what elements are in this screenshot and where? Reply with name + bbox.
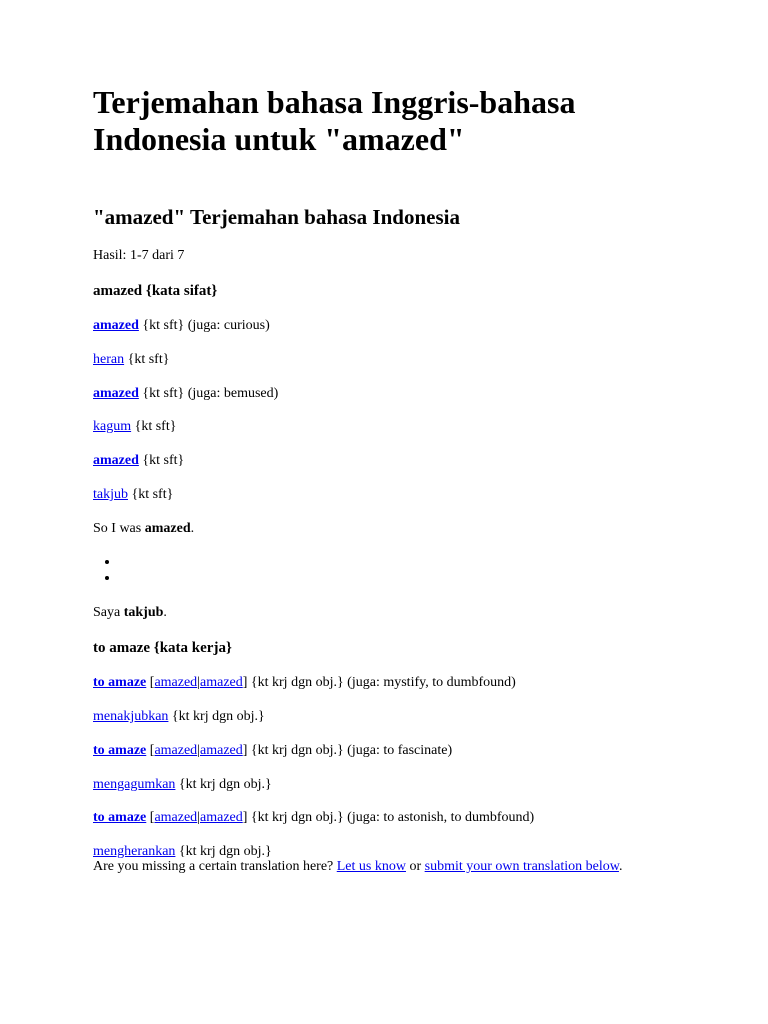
example-text: So I was <box>93 521 145 536</box>
form-link[interactable]: amazed <box>200 675 243 690</box>
page-title: Terjemahan bahasa Inggris-bahasa Indonesia untuk "amazed" <box>93 84 576 157</box>
entry-info: ] {kt krj dgn obj.} (juga: to fascinate) <box>242 743 453 758</box>
form-link[interactable]: amazed <box>200 810 243 825</box>
entry-link[interactable]: amazed <box>93 318 139 333</box>
entry-row: to amaze [amazed|amazed] {kt krj dgn obj.} (juga: to fascinate) <box>93 743 453 758</box>
entry-row <box>93 418 176 436</box>
entry-row: to amaze [amazed|amazed] {kt krj dgn obj.} (juga: mystify, to dumbfound) <box>93 675 516 690</box>
feedback-prompt <box>93 858 653 876</box>
entry-link[interactable]: to amaze <box>93 810 147 825</box>
example-sentence-id <box>93 604 167 622</box>
entry-row <box>93 776 272 794</box>
entry-info: {kt krj dgn obj.} <box>175 844 272 859</box>
entry-row <box>93 351 169 369</box>
example-sentence-en <box>93 520 194 538</box>
entry-link[interactable]: to amaze <box>93 743 147 758</box>
entry-info: {kt sft} <box>138 453 185 468</box>
empty-bullet-list <box>93 554 119 586</box>
entry-row: to amaze [amazed|amazed] {kt krj dgn obj.} (juga: to astonish, to dumbfound) <box>93 810 535 825</box>
entry-link[interactable]: mengherankan <box>93 844 176 859</box>
document-page <box>93 84 693 874</box>
entry-info: {kt sft} <box>124 352 170 367</box>
section-heading-verb: to amaze {kata kerja} <box>93 640 232 656</box>
entry-info: {kt sft} (juga: curious) <box>138 318 270 333</box>
section-heading-adjective: amazed {kata sifat} <box>93 283 218 299</box>
entry-info: ] {kt krj dgn obj.} (juga: to astonish, to dumbfound) <box>242 810 535 825</box>
feedback-or: or <box>405 859 425 874</box>
example-keyword: takjub <box>123 605 164 620</box>
entry-info: {kt sft} <box>128 487 174 502</box>
entry-info: {kt krj dgn obj.} <box>175 777 272 792</box>
page-subtitle: "amazed" Terjemahan bahasa Indonesia <box>93 205 460 229</box>
entry-row <box>93 452 184 470</box>
entry-link[interactable]: menakjubkan <box>93 709 169 724</box>
entry-link[interactable]: to amaze <box>93 675 147 690</box>
feedback-end: . <box>618 859 623 874</box>
form-link[interactable]: amazed <box>154 810 198 825</box>
entry-row <box>93 385 278 403</box>
entry-row <box>93 708 265 726</box>
entry-link[interactable]: mengagumkan <box>93 777 176 792</box>
form-link[interactable]: amazed <box>154 743 198 758</box>
form-link[interactable]: amazed <box>200 743 243 758</box>
example-punct: . <box>163 605 167 620</box>
entry-info: {kt krj dgn obj.} <box>168 709 265 724</box>
feedback-question: Are you missing a certain translation here? <box>93 859 337 874</box>
let-us-know-link[interactable]: Let us know <box>336 859 406 874</box>
entry-link[interactable]: amazed <box>93 453 139 468</box>
entry-info: {kt sft} <box>131 419 177 434</box>
submit-translation-link[interactable]: submit your own translation below <box>424 859 619 874</box>
entry-link[interactable]: kagum <box>93 419 132 434</box>
results-count: Hasil: 1-7 dari 7 <box>93 248 185 263</box>
entry-link[interactable]: takjub <box>93 487 128 502</box>
entry-link[interactable]: amazed <box>93 386 139 401</box>
example-text: Saya <box>93 605 124 620</box>
example-keyword: amazed <box>144 521 191 536</box>
entry-link[interactable]: heran <box>93 352 125 367</box>
form-link[interactable]: amazed <box>154 675 198 690</box>
entry-info: ] {kt krj dgn obj.} (juga: mystify, to dumbfound) <box>242 675 516 690</box>
entry-row <box>93 317 270 335</box>
entry-row <box>93 486 173 504</box>
example-punct: . <box>190 521 195 536</box>
entry-info: {kt sft} (juga: bemused) <box>138 386 279 401</box>
